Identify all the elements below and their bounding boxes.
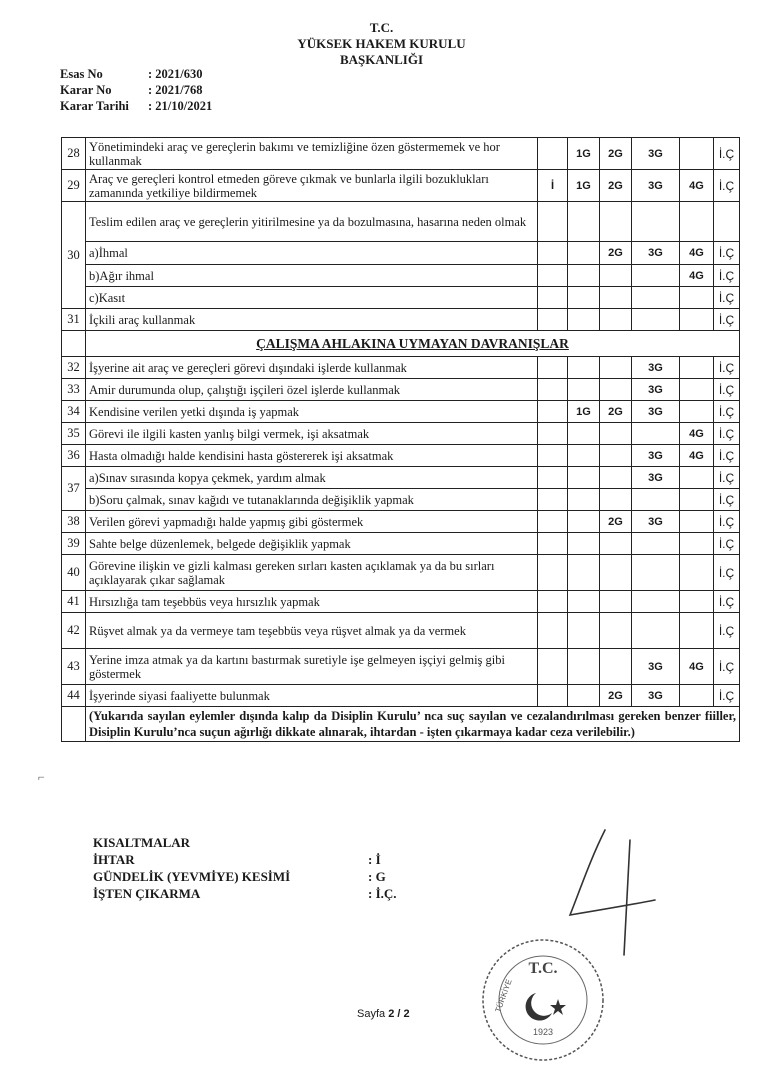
table-row	[62, 401, 740, 423]
meta-row-karar	[60, 82, 212, 98]
penalty-cell-c3	[600, 591, 632, 613]
row-description: Sahte belge düzenlemek, belgede değişiklik yapmak	[86, 533, 538, 555]
row-description: Kendisine verilen yetki dışında iş yapmak	[86, 401, 538, 423]
row-number: 35	[62, 423, 86, 445]
meta-value: : 2021/630	[148, 67, 203, 81]
penalty-cell-c3: 2G	[600, 170, 632, 202]
penalty-cell-c4: 3G	[632, 467, 680, 489]
termination-cell: İ.Ç	[714, 309, 740, 331]
penalty-table	[61, 137, 740, 742]
penalty-cell-c4	[632, 555, 680, 591]
table-row	[62, 613, 740, 649]
penalty-cell-c4	[632, 265, 680, 287]
penalty-cell-c4: 3G	[632, 138, 680, 170]
penalty-cell-c5: 4G	[680, 445, 714, 467]
penalty-cell-c2	[568, 489, 600, 511]
termination-cell: İ.Ç	[714, 138, 740, 170]
meta-label: Esas No	[60, 67, 103, 81]
termination-cell: İ.Ç	[714, 613, 740, 649]
row-number: 28	[62, 138, 86, 170]
penalty-cell-c4: 3G	[632, 170, 680, 202]
penalty-cell-c3	[600, 467, 632, 489]
penalty-cell-c3	[600, 265, 632, 287]
penalty-cell-c1	[538, 649, 568, 685]
penalty-cell-c4: 3G	[632, 511, 680, 533]
penalty-cell-c3	[600, 445, 632, 467]
row-description: İşyerine ait araç ve gereçleri görevi dışındaki işlerde kullanmak	[86, 357, 538, 379]
penalty-cell-c3: 2G	[600, 511, 632, 533]
table-row	[62, 423, 740, 445]
row-number: 31	[62, 309, 86, 331]
row-number: 44	[62, 685, 86, 707]
termination-cell: İ.Ç	[714, 170, 740, 202]
abbr-row	[93, 885, 397, 902]
termination-cell: İ.Ç	[714, 685, 740, 707]
row-number: 38	[62, 511, 86, 533]
penalty-cell-c2	[568, 265, 600, 287]
abbreviations	[93, 834, 397, 902]
penalty-cell-c1	[538, 202, 568, 242]
penalty-cell-c1	[538, 287, 568, 309]
row-description: b)Ağır ihmal	[86, 265, 538, 287]
abbr-row	[93, 851, 397, 868]
note-spacer	[62, 707, 86, 742]
penalty-cell-c1	[538, 423, 568, 445]
abbreviations-title: KISALTMALAR	[93, 835, 191, 850]
termination-cell: İ.Ç	[714, 533, 740, 555]
penalty-cell-c3	[600, 202, 632, 242]
row-description: Verilen görevi yapmadığı halde yapmış gibi göstermek	[86, 511, 538, 533]
table-row	[62, 467, 740, 489]
penalty-cell-c3: 2G	[600, 242, 632, 265]
penalty-cell-c1	[538, 309, 568, 331]
penalty-cell-c3	[600, 379, 632, 401]
abbr-value: : G	[368, 869, 386, 884]
penalty-cell-c5	[680, 401, 714, 423]
penalty-cell-c2	[568, 202, 600, 242]
penalty-cell-c5	[680, 613, 714, 649]
termination-cell: İ.Ç	[714, 649, 740, 685]
penalty-cell-c5	[680, 309, 714, 331]
penalty-cell-c5	[680, 287, 714, 309]
penalty-cell-c2	[568, 649, 600, 685]
penalty-cell-c5	[680, 511, 714, 533]
case-meta	[60, 66, 212, 114]
penalty-cell-c5	[680, 357, 714, 379]
penalty-cell-c3	[600, 555, 632, 591]
penalty-cell-c2	[568, 555, 600, 591]
table-row	[62, 170, 740, 202]
row-description: Yerine imza atmak ya da kartını bastırmak suretiyle işe gelmeyen işçiyi gelmiş gibi göstermek	[86, 649, 538, 685]
termination-cell: İ.Ç	[714, 379, 740, 401]
penalty-cell-c1: İ	[538, 170, 568, 202]
penalty-cell-c1	[538, 357, 568, 379]
penalty-cell-c2	[568, 685, 600, 707]
penalty-cell-c3: 2G	[600, 401, 632, 423]
termination-cell: İ.Ç	[714, 591, 740, 613]
abbr-value: : İ.Ç.	[368, 886, 397, 901]
table-row	[62, 265, 740, 287]
penalty-cell-c1	[538, 613, 568, 649]
penalty-cell-c4	[632, 533, 680, 555]
row-description: b)Soru çalmak, sınav kağıdı ve tutanaklarında değişiklik yapmak	[86, 489, 538, 511]
row-number: 33	[62, 379, 86, 401]
section-title: ÇALIŞMA AHLAKINA UYMAYAN DAVRANIŞLAR	[86, 331, 740, 357]
penalty-cell-c3	[600, 309, 632, 331]
table-row	[62, 489, 740, 511]
table-row	[62, 309, 740, 331]
row-description: Yönetimindeki araç ve gereçlerin bakımı ve temizliğine özen göstermemek ve hor kullanmak	[86, 138, 538, 170]
table-row	[62, 511, 740, 533]
row-number: 34	[62, 401, 86, 423]
closing-note: (Yukarıda sayılan eylemler dışında kalıp da Disiplin Kurulu’ nca suç sayılan ve cezalandırılması gereken benzer fiiller, Disiplin Kurulu’nca suçun ağırlığı dikkate alınarak, ihtardan - işten çıkarmaya kadar ceza verilebilir.)	[86, 707, 740, 742]
abbr-value: : İ	[368, 852, 381, 867]
termination-cell: İ.Ç	[714, 287, 740, 309]
penalty-cell-c3	[600, 423, 632, 445]
penalty-cell-c1	[538, 591, 568, 613]
penalty-cell-c3	[600, 357, 632, 379]
meta-value: : 21/10/2021	[148, 99, 213, 113]
row-number: 41	[62, 591, 86, 613]
penalty-cell-c4: 3G	[632, 379, 680, 401]
row-description: Hasta olmadığı halde kendisini hasta göstererek işi aksatmak	[86, 445, 538, 467]
margin-mark: ⌐	[38, 770, 45, 784]
table-row	[62, 242, 740, 265]
meta-label: Karar Tarihi	[60, 99, 129, 113]
penalty-cell-c3	[600, 613, 632, 649]
penalty-cell-c2: 1G	[568, 138, 600, 170]
official-seal	[478, 935, 608, 1065]
table-row	[62, 357, 740, 379]
termination-cell: İ.Ç	[714, 467, 740, 489]
penalty-cell-c2	[568, 242, 600, 265]
meta-value: : 2021/768	[148, 83, 203, 97]
seal-ring: TÜRKİYE	[493, 978, 514, 1014]
penalty-cell-c5	[680, 138, 714, 170]
penalty-cell-c3	[600, 287, 632, 309]
penalty-cell-c3: 2G	[600, 138, 632, 170]
penalty-cell-c4: 3G	[632, 445, 680, 467]
row-description: Hırsızlığa tam teşebbüs veya hırsızlık yapmak	[86, 591, 538, 613]
abbr-label: GÜNDELİK (YEVMİYE) KESİMİ	[93, 869, 291, 884]
termination-cell: İ.Ç	[714, 423, 740, 445]
penalty-cell-c1	[538, 489, 568, 511]
table-row	[62, 533, 740, 555]
row-description: Görevi ile ilgili kasten yanlış bilgi vermek, işi aksatmak	[86, 423, 538, 445]
penalty-cell-c1	[538, 511, 568, 533]
penalty-cell-c5	[680, 202, 714, 242]
row-number: 40	[62, 555, 86, 591]
penalty-cell-c4	[632, 489, 680, 511]
penalty-cell-c1	[538, 467, 568, 489]
penalty-cell-c4	[632, 591, 680, 613]
table-row	[62, 445, 740, 467]
penalty-cell-c5	[680, 533, 714, 555]
header-line-1: T.C.	[369, 20, 394, 35]
document-header	[0, 20, 763, 68]
penalty-cell-c2	[568, 445, 600, 467]
penalty-cell-c5	[680, 379, 714, 401]
penalty-cell-c5: 4G	[680, 265, 714, 287]
abbr-label: İHTAR	[93, 852, 135, 867]
row-description: a)İhmal	[86, 242, 538, 265]
penalty-cell-c2	[568, 379, 600, 401]
row-number: 32	[62, 357, 86, 379]
header-line-3: BAŞKANLIĞI	[339, 52, 424, 67]
penalty-cell-c2: 1G	[568, 401, 600, 423]
penalty-cell-c1	[538, 138, 568, 170]
table-row	[62, 649, 740, 685]
page-value: 2 / 2	[388, 1008, 410, 1020]
table-row	[62, 202, 740, 242]
row-description: İşyerinde siyasi faaliyette bulunmak	[86, 685, 538, 707]
penalty-cell-c1	[538, 445, 568, 467]
penalty-cell-c2	[568, 357, 600, 379]
abbr-label: İŞTEN ÇIKARMA	[93, 886, 201, 901]
penalty-cell-c1	[538, 379, 568, 401]
row-description: İçkili araç kullanmak	[86, 309, 538, 331]
penalty-cell-c5	[680, 489, 714, 511]
table-row	[62, 379, 740, 401]
penalty-cell-c3	[600, 489, 632, 511]
penalty-cell-c2	[568, 591, 600, 613]
section-spacer	[62, 331, 86, 357]
penalty-cell-c2	[568, 511, 600, 533]
penalty-cell-c5	[680, 555, 714, 591]
penalty-cell-c1	[538, 265, 568, 287]
seal-year: 1923	[532, 1027, 554, 1037]
row-number: 43	[62, 649, 86, 685]
penalty-cell-c4	[632, 613, 680, 649]
penalty-cell-c2	[568, 423, 600, 445]
table-row	[62, 555, 740, 591]
page-label: Sayfa	[357, 1008, 386, 1020]
table-row	[62, 287, 740, 309]
row-number: 36	[62, 445, 86, 467]
penalty-cell-c2	[568, 613, 600, 649]
penalty-cell-c2	[568, 533, 600, 555]
table-row	[62, 685, 740, 707]
row-description: a)Sınav sırasında kopya çekmek, yardım almak	[86, 467, 538, 489]
row-description: Rüşvet almak ya da vermeye tam teşebbüs veya rüşvet almak ya da vermek	[86, 613, 538, 649]
penalty-cell-c5: 4G	[680, 423, 714, 445]
penalty-cell-c4	[632, 309, 680, 331]
penalty-cell-c1	[538, 685, 568, 707]
termination-cell	[714, 202, 740, 242]
row-number: 42	[62, 613, 86, 649]
penalty-cell-c1	[538, 533, 568, 555]
termination-cell: İ.Ç	[714, 555, 740, 591]
penalty-cell-c4: 3G	[632, 649, 680, 685]
penalty-cell-c4: 3G	[632, 685, 680, 707]
penalty-cell-c1	[538, 401, 568, 423]
penalty-cell-c4	[632, 202, 680, 242]
row-number: 30	[62, 202, 86, 309]
penalty-cell-c4: 3G	[632, 401, 680, 423]
row-description: Teslim edilen araç ve gereçlerin yitirilmesine ya da bozulmasına, hasarına neden olmak	[86, 202, 538, 242]
section-row	[62, 331, 740, 357]
penalty-cell-c5	[680, 467, 714, 489]
penalty-cell-c2	[568, 287, 600, 309]
row-number: 37	[62, 467, 86, 511]
table-row	[62, 138, 740, 170]
row-description: Görevine ilişkin ve gizli kalması gereken sırları kasten açıklamak ya da bu sırları açıklayarak çıkar sağlamak	[86, 555, 538, 591]
meta-row-esas	[60, 66, 212, 82]
seal-center: T.C.	[528, 960, 558, 977]
row-number: 39	[62, 533, 86, 555]
meta-row-tarih	[60, 98, 212, 114]
row-description: c)Kasıt	[86, 287, 538, 309]
penalty-cell-c5: 4G	[680, 242, 714, 265]
termination-cell: İ.Ç	[714, 445, 740, 467]
penalty-cell-c5	[680, 685, 714, 707]
row-number: 29	[62, 170, 86, 202]
penalty-cell-c1	[538, 242, 568, 265]
penalty-cell-c5: 4G	[680, 170, 714, 202]
note-row	[62, 707, 740, 742]
row-description: Amir durumunda olup, çalıştığı işçileri özel işlerde kullanmak	[86, 379, 538, 401]
penalty-cell-c5	[680, 591, 714, 613]
termination-cell: İ.Ç	[714, 401, 740, 423]
termination-cell: İ.Ç	[714, 357, 740, 379]
meta-label: Karar No	[60, 83, 112, 97]
abbr-row	[93, 868, 397, 885]
penalty-cell-c5: 4G	[680, 649, 714, 685]
penalty-cell-c4	[632, 287, 680, 309]
termination-cell: İ.Ç	[714, 489, 740, 511]
penalty-cell-c2	[568, 309, 600, 331]
penalty-cell-c2	[568, 467, 600, 489]
penalty-cell-c3	[600, 649, 632, 685]
termination-cell: İ.Ç	[714, 265, 740, 287]
penalty-cell-c3: 2G	[600, 685, 632, 707]
page-number	[357, 1008, 410, 1020]
termination-cell: İ.Ç	[714, 511, 740, 533]
penalty-cell-c4: 3G	[632, 357, 680, 379]
row-description: Araç ve gereçleri kontrol etmeden göreve çıkmak ve bunlarla ilgili bozuklukları zamanında yetkiliye bildirmemek	[86, 170, 538, 202]
table-row	[62, 591, 740, 613]
penalty-cell-c1	[538, 555, 568, 591]
termination-cell: İ.Ç	[714, 242, 740, 265]
penalty-cell-c4	[632, 423, 680, 445]
header-line-2: YÜKSEK HAKEM KURULU	[297, 36, 466, 51]
penalty-cell-c4: 3G	[632, 242, 680, 265]
penalty-cell-c2: 1G	[568, 170, 600, 202]
penalty-cell-c3	[600, 533, 632, 555]
